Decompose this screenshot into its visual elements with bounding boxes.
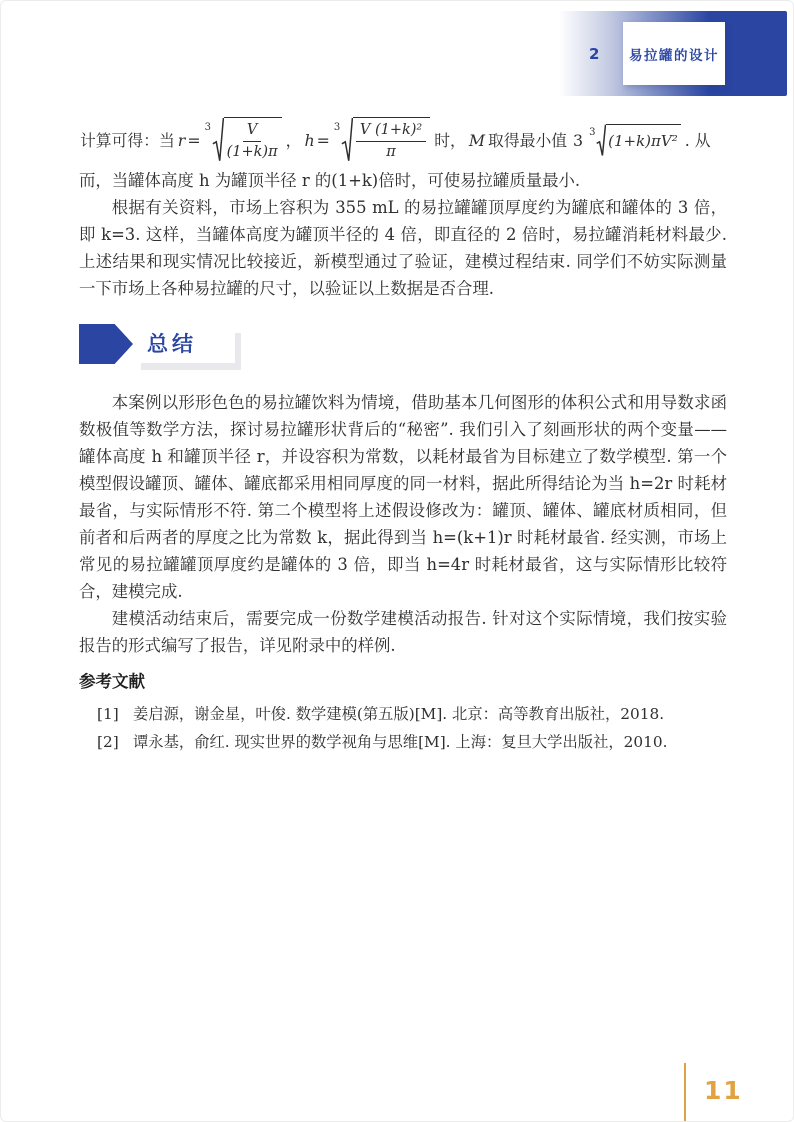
equals-sign: = bbox=[187, 130, 201, 150]
paragraph-calc-continuation: 而，当罐体高度 h 为罐顶半径 r 的(1+k)倍时，可使易拉罐质量最小. bbox=[79, 171, 581, 190]
var-h: h bbox=[304, 130, 315, 150]
var-r: r bbox=[177, 130, 186, 150]
section-header-summary bbox=[79, 319, 727, 369]
reference-item bbox=[97, 700, 727, 728]
formula-paragraph-line1 bbox=[79, 113, 727, 167]
page-number: 11 bbox=[704, 1076, 743, 1105]
paragraph-report: 建模活动结束后，需要完成一份数学建模活动报告. 针对这个实际情境，我们按实验报告的形式编写了报告，详见附录中的样例. bbox=[79, 609, 727, 655]
reference-text: 姜启源，谢金星，叶俊. 数学建模(第五版)[M]. 北京：高等教育出版社，2018. bbox=[133, 705, 665, 723]
chapter-number: 2 bbox=[589, 44, 600, 63]
var-M: M bbox=[468, 130, 486, 150]
comma-separator: ， bbox=[285, 130, 302, 150]
formula-mid-text: 取得最小值 bbox=[488, 130, 568, 150]
coefficient: 3 bbox=[573, 130, 584, 150]
page-body bbox=[79, 113, 727, 756]
radical-sign-icon bbox=[596, 124, 606, 157]
radical-sign-icon bbox=[212, 117, 224, 163]
cube-root-min-value: 3 (1+k)πV² bbox=[588, 124, 681, 157]
references-list bbox=[79, 700, 727, 756]
equals-sign: = bbox=[316, 130, 330, 150]
footer-divider bbox=[684, 1063, 686, 1121]
reference-label: [2] bbox=[97, 733, 119, 751]
fraction: $\frac{\text{V (1+k)²}}{\pi}$ bbox=[356, 121, 426, 162]
chapter-title: 易拉罐的设计 bbox=[629, 47, 719, 64]
chapter-header-band bbox=[559, 11, 787, 96]
section-title: 总结 bbox=[135, 326, 235, 363]
radical-sign-icon bbox=[341, 117, 353, 163]
formula-lead-text: 计算可得：当 bbox=[80, 130, 175, 150]
formula-tail-text: . 从 bbox=[684, 130, 711, 150]
cube-root-h-formula: 3 $\frac{\text{V (1+k)²}}{\pi}$ bbox=[333, 117, 430, 163]
references-heading: 参考文献 bbox=[79, 672, 145, 691]
reference-item bbox=[97, 728, 727, 756]
paragraph-verification: 根据有关资料，市场上容积为 355 mL 的易拉罐罐顶厚度约为罐底和罐体的 3 倍，即 k=3. 这样，当罐体高度为罐顶半径的 4 倍，即直径的 2 倍时，易拉罐消耗材料最少. 上述结果和现实情况比较接近，新模型通过了验证，建模过程结束. 同学们不妨实际测量一下市场上各种易拉罐的尺寸，以验证以上数据是否合理. bbox=[79, 198, 727, 298]
fraction: $\frac{V}{(1+k)\pi}$ bbox=[226, 122, 278, 160]
cube-root-r-formula: 3 $\frac{V}{(1+k)\pi}$ bbox=[204, 117, 282, 163]
arrow-right-icon bbox=[79, 324, 133, 364]
chapter-title-box bbox=[623, 22, 725, 85]
reference-text: 谭永基，俞红. 现实世界的数学视角与思维[M]. 上海：复旦大学出版社，2010. bbox=[133, 733, 668, 751]
paragraph-summary: 本案例以形形色色的易拉罐饮料为情境，借助基本几何图形的体积公式和用导数求函数极值等数学方法，探讨易拉罐形状背后的“秘密”. 我们引入了刻画形状的两个变量——罐体高度 h 和罐顶半径 r，并设容积为常数，以耗材最省为目标建立了数学模型. 第一个模型假设罐顶、罐体、罐底都采用相同厚度的同一材料，据此所得结论为当 h=2r 时耗材最省，与实际情形不符. 第二个模型将上述假设修改为：罐顶、罐体、罐底材质相同，但前者和后两者的厚度之比为常数 k，据此得到当 h=(k+1)r 时耗材最省. 经实测，市场上常见的易拉罐罐顶厚度约是罐体的 3 倍，即当 h=4r 时耗材最省，这与实际情形比较符合，建模完成. bbox=[79, 393, 727, 601]
reference-label: [1] bbox=[97, 705, 119, 723]
formula-mid-text: 时， bbox=[434, 130, 466, 150]
